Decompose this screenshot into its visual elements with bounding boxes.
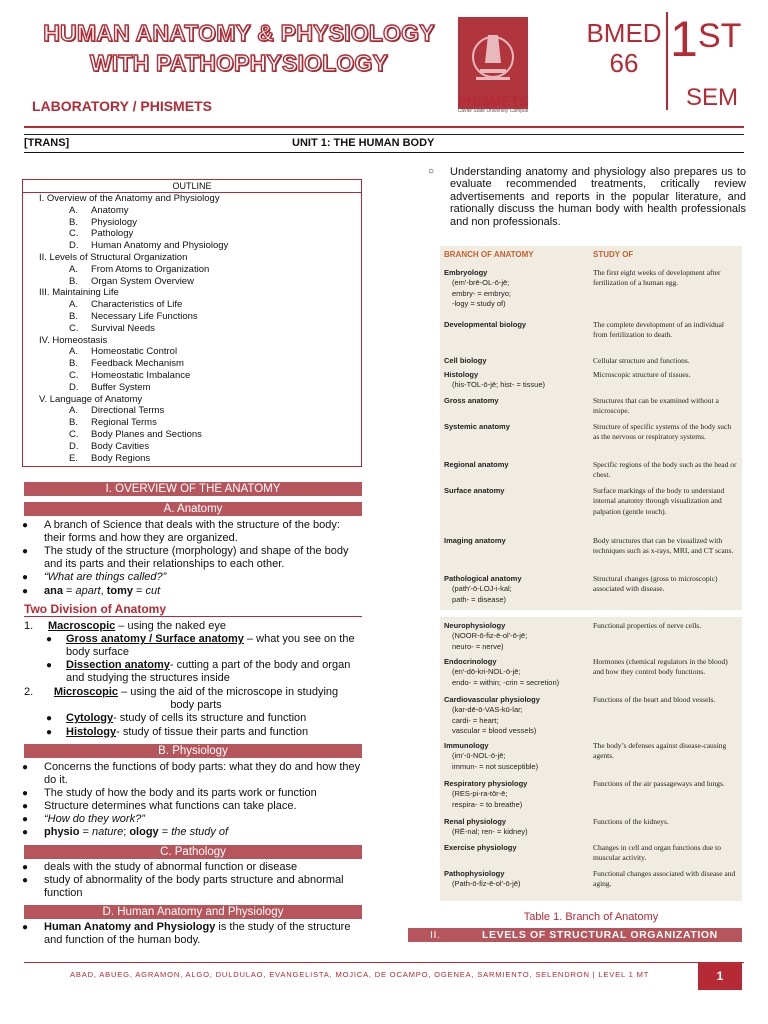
table-branch-name: Pathological anatomy <box>444 574 522 583</box>
table-study-cell: Functions of the kidneys. <box>593 817 669 826</box>
table-branch-name: Imaging anatomy <box>444 536 506 545</box>
outline-item-label: Feedback Mechanism <box>91 358 184 370</box>
outline-item <box>69 370 190 382</box>
semester-label: SEM <box>686 84 739 111</box>
outline-item-letter: B. <box>69 216 78 228</box>
document-title-line1: HUMAN ANATOMY & PHYSIOLOGY <box>43 20 435 46</box>
outline-item-letter: A. <box>69 346 78 358</box>
bullet-icon: ● <box>46 727 53 738</box>
table-branch-pronunciation: (em′-brē-OL-ō-jē; <box>452 278 510 288</box>
table-study-cell: Body structures that can be visualized with techniques such as x-rays, MRI, and CT scans. <box>593 536 734 556</box>
gross-desc: – what you see on the body surface <box>66 633 355 658</box>
outline-item-letter: C. <box>69 429 79 440</box>
table-branch-cell <box>444 574 522 605</box>
outline-item <box>69 264 209 276</box>
macroscopic-item <box>48 620 362 633</box>
cytology-item <box>66 712 362 725</box>
outline-item <box>69 276 194 288</box>
header-divider <box>666 12 668 110</box>
logo-caption: Cavite State University Campus <box>457 108 529 114</box>
hap-term: Human Anatomy and Physiology <box>44 921 216 933</box>
table-branch-name: Gross anatomy <box>444 396 499 405</box>
gross-term: Gross anatomy / Surface anatomy <box>66 633 244 645</box>
outline-item <box>69 453 150 465</box>
outline-item-label: Anatomy <box>91 204 129 216</box>
table-branch-name: Cell biology <box>444 356 487 365</box>
physiology-etymology <box>44 826 362 839</box>
table-branch-name: Respiratory physiology <box>444 779 528 788</box>
table-branch-cell <box>444 817 528 838</box>
table-branch-name: Histology <box>444 370 479 379</box>
pathology-bullet-1: deals with the study of abnormal function or disease <box>44 861 298 873</box>
table-branch-pronunciation: cardi- = heart; <box>452 715 499 725</box>
outline-item-label: Regional Terms <box>91 417 157 429</box>
table-branch-name: Systemic anatomy <box>444 422 510 431</box>
etym-meaning-nature: nature <box>92 826 124 838</box>
table-branch-cell <box>444 370 545 391</box>
table-branch-pronunciation: vascular = blood vessels) <box>452 726 537 736</box>
outline-item-label: Survival Needs <box>91 322 155 334</box>
outline-item-label: Characteristics of Life <box>91 299 183 311</box>
histology-term: Histology <box>66 726 117 738</box>
outline-item-letter: C. <box>69 322 79 334</box>
section-levels-bar <box>408 928 742 942</box>
table-branch-cell <box>444 356 487 366</box>
outline-item <box>69 228 133 240</box>
section-physiology-bar: B. Physiology <box>24 744 362 758</box>
cytology-desc: - study of cells its structure and function <box>113 712 307 724</box>
table-branch-name: Developmental biology <box>444 320 527 329</box>
outline-item-label: Necessary Life Functions <box>91 311 198 322</box>
outline-item-letter: A. <box>69 263 78 275</box>
etym-sep-2: ; <box>123 826 130 838</box>
footer-rule <box>24 962 744 963</box>
outline-item-letter: A. <box>69 405 78 417</box>
trans-label: [TRANS] <box>24 137 70 149</box>
outline-item-label: Homeostatic Control <box>91 346 178 358</box>
bullet-icon: ● <box>22 875 29 886</box>
table-branch-pronunciation: endo- = within; -crin = secretion) <box>452 677 560 687</box>
outline-item-label: Body Regions <box>91 452 151 464</box>
table-branch-pronunciation: (RĒ-nal; ren- = kidney) <box>452 827 528 837</box>
table-branch-name: Endocrinology <box>444 657 497 666</box>
bullet-icon: ● <box>22 801 29 812</box>
hap-bullet-1 <box>44 921 362 946</box>
table-branch-cell <box>444 486 504 496</box>
table-branch-pronunciation: (NOOR-ō-fiz-ē-ol′-ō-jē; <box>452 631 528 641</box>
etym-meaning-apart: apart <box>75 585 101 597</box>
microscopic-desc: – using the aid of the microscope in studying body parts <box>118 686 339 711</box>
table-study-cell: The complete development of an individual from fertilization to death. <box>593 320 725 340</box>
bullet-icon: ● <box>22 862 29 873</box>
course-number: 66 <box>609 48 639 78</box>
section-overview-bar: I. OVERVIEW OF THE ANATOMY <box>24 482 362 496</box>
bullet-icon: ● <box>22 586 29 597</box>
outline-item-letter: D. <box>69 240 79 252</box>
course-code <box>585 18 663 78</box>
physiology-bullet-1: Concerns the functions of body parts: what they do and how they do it. <box>44 761 361 786</box>
table-header-study: STUDY OF <box>593 250 634 259</box>
macroscopic-desc: – using the naked eye <box>115 620 226 632</box>
branch-table-top <box>440 246 742 610</box>
table-study-cell: Cellular structure and functions. <box>593 356 690 365</box>
table-header-branch: BRANCH OF ANATOMY <box>444 250 534 259</box>
table-branch-cell <box>444 843 517 853</box>
table-branch-cell <box>444 869 521 890</box>
outline-item <box>69 323 155 335</box>
anatomy-bullet-1: A branch of Science that deals with the structure of the body: their forms and how they are organized. <box>44 519 340 544</box>
table-branch-pronunciation: (his-TOL-ō-jē; hist- = tissue) <box>452 380 546 390</box>
table-branch-name: Exercise physiology <box>444 843 517 852</box>
physiology-bullet-2: The study of how the body and its parts work or function <box>44 787 317 799</box>
bullet-icon: ● <box>22 827 29 838</box>
table-study-cell: Structures that can be examined without a microscope. <box>593 396 719 416</box>
gross-anatomy-item <box>66 633 362 658</box>
outline-section: IV. Homeostasis <box>39 334 108 346</box>
section-levels-roman: II. <box>430 929 441 941</box>
two-division-underline <box>24 616 362 617</box>
outline-section: I. Overview of the Anatomy and Physiology <box>39 193 220 204</box>
physiology-bullet-4: “How do they work?” <box>44 813 145 825</box>
bullet-icon: ● <box>22 922 29 933</box>
bullet-icon: ● <box>46 660 53 671</box>
table-branch-pronunciation: path- = disease) <box>452 594 506 604</box>
outline-item <box>69 429 202 441</box>
table-branch-cell <box>444 460 509 470</box>
outline-item-letter: B. <box>69 358 78 370</box>
document-title-line2: WITH PATHOPHYSIOLOGY <box>89 50 389 76</box>
microscopic-item <box>48 686 344 711</box>
circle-bullet-icon: ○ <box>428 166 435 177</box>
table-branch-pronunciation: (Path-ō-fiz-ē-ol′-ō-jē) <box>452 879 521 889</box>
table-branch-name: Embryology <box>444 268 488 277</box>
table-study-cell: Changes in cell and organ functions due to muscular activity. <box>593 843 721 863</box>
bullet-icon: ● <box>46 634 53 645</box>
outline-item-label: Pathology <box>91 228 134 240</box>
outline-item-letter: B. <box>69 275 78 287</box>
outline-item-letter: B. <box>69 311 78 322</box>
outline-item-label: Organ System Overview <box>91 275 194 287</box>
num-2: 2. <box>24 686 34 698</box>
table-branch-pronunciation: immun- = not susceptible) <box>452 761 539 771</box>
dissection-item <box>66 659 362 684</box>
macroscopic-term: Macroscopic <box>48 620 116 632</box>
table-caption: Table 1. Branch of Anatomy <box>523 911 659 923</box>
outline-box <box>22 179 362 467</box>
table-branch-name: Immunology <box>444 741 489 750</box>
outline-item-letter: E. <box>69 452 78 464</box>
section-levels-title: LEVELS OF STRUCTURAL ORGANIZATION <box>482 929 718 941</box>
table-branch-pronunciation: neuro- = nerve) <box>452 641 504 651</box>
outline-section: V. Language of Anatomy <box>39 393 143 405</box>
outline-item <box>69 217 137 229</box>
etym-eq-1: = <box>62 585 76 597</box>
outline-item <box>69 382 151 394</box>
etym-eq-2: = <box>133 585 146 597</box>
outline-item-label: From Atoms to Organization <box>91 263 210 275</box>
etym-word-tomy: tomy <box>106 585 133 597</box>
bullet-icon: ● <box>22 572 29 583</box>
outline-item <box>69 311 198 323</box>
trans-bar-rule <box>24 152 744 153</box>
table-branch-pronunciation: (path′-ō-LOJ-i-kal; <box>452 584 512 594</box>
year-number: 1 <box>670 11 698 67</box>
table-branch-name: Neurophysiology <box>444 621 506 630</box>
outline-item-label: Directional Terms <box>91 405 165 417</box>
outline-item-label: Homeostatic Imbalance <box>91 370 191 381</box>
outline-item <box>69 205 129 217</box>
year-suffix: ST <box>698 17 742 55</box>
anatomy-bullet-2: The study of the structure (morphology) and shape of the body and its parts and their relationships to each other. <box>44 545 349 570</box>
table-branch-cell <box>444 536 506 546</box>
bullet-icon: ● <box>46 713 53 724</box>
table-branch-cell <box>444 621 527 652</box>
dissection-term: Dissection anatomy <box>66 659 170 671</box>
table-branch-name: Regional anatomy <box>444 460 509 469</box>
pathology-bullet-2: study of abnormality of the body parts structure and abnormal function <box>44 874 344 899</box>
outline-item-label: Buffer System <box>91 381 151 393</box>
outline-section: II. Levels of Structural Organization <box>39 252 188 263</box>
table-branch-pronunciation: (en′-dō-kri-NOL-ō-jē; <box>452 667 521 677</box>
table-branch-cell <box>444 268 511 310</box>
outline-item-letter: D. <box>69 440 79 452</box>
outline-heading: OUTLINE <box>23 180 361 193</box>
right-paragraph: Understanding anatomy and physiology also prepares us to evaluate recommended treatments, critically review advertisements and reports in the popular literature, and rationally discuss the human body with health professionals and non professionals. <box>450 166 746 228</box>
outline-item-letter: D. <box>69 381 79 393</box>
etym-eq-3: = <box>79 826 92 838</box>
table-branch-cell <box>444 695 540 737</box>
document-subtitle: LABORATORY / PHISMETS <box>32 98 212 114</box>
etym-sep: , <box>100 585 107 597</box>
table-branch-name: Renal physiology <box>444 817 507 826</box>
section-anatomy-bar: A. Anatomy <box>24 502 362 516</box>
table-study-cell: The first eight weeks of development after fertilization of a human egg. <box>593 268 721 288</box>
table-study-cell: Functions of the air passageways and lungs. <box>593 779 725 788</box>
etym-word-physio: physio <box>44 826 80 838</box>
etym-word-ana: ana <box>44 585 63 597</box>
outline-item <box>69 417 157 429</box>
table-branch-name: Cardiovascular physiology <box>444 695 540 704</box>
outline-item-letter: C. <box>69 370 79 381</box>
outline-item-letter: A. <box>69 299 78 311</box>
bullet-icon: ● <box>22 814 29 825</box>
etym-eq-4: = <box>158 826 172 838</box>
table-branch-pronunciation: respira- = to breathe) <box>452 799 523 809</box>
table-study-cell: The body’s defenses against disease-causing agents. <box>593 741 727 761</box>
anatomy-bullet-3: “What are things called?” <box>44 571 167 583</box>
histology-item <box>66 726 362 739</box>
table-study-cell: Microscopic structure of tissues. <box>593 370 691 379</box>
bullet-icon: ● <box>22 520 29 531</box>
branch-table-bottom <box>440 617 742 901</box>
outline-item-letter: A. <box>69 204 78 216</box>
logo-name: PHISMETS <box>457 93 529 109</box>
table-study-cell: Surface markings of the body to understand internal anatomy through visualization and palpation (gentle touch). <box>593 486 725 516</box>
unit-title: UNIT 1: THE HUMAN BODY <box>292 137 435 149</box>
table-branch-cell <box>444 396 499 406</box>
footer-authors: ABAD, ABUEG, AGRAMON, ALGO, DULDULAO, EVANGELISTA, MOJICA, DE OCAMPO, OGENEA, SARMIENTO, SELENDRON | LEVEL 1 MT <box>70 970 650 979</box>
hap-desc: is the study of the structure and function of the human body. <box>44 921 351 946</box>
trans-bar <box>24 134 744 153</box>
page-number: 1 <box>698 962 742 990</box>
outline-item <box>69 441 149 453</box>
etym-word-ology: ology <box>129 826 159 838</box>
course-name: BMED <box>586 18 662 48</box>
table-study-cell: Structural changes (gross to microscopic) associated with disease. <box>593 574 718 594</box>
bullet-icon: ● <box>22 788 29 799</box>
table-branch-pronunciation: -logy = study of) <box>452 299 506 309</box>
outline-item <box>69 358 184 370</box>
table-branch-cell <box>444 422 510 432</box>
table-branch-name: Pathophysiology <box>444 869 505 878</box>
table-study-cell: Specific regions of the body such as the head or chest. <box>593 460 737 480</box>
table-branch-pronunciation: embry- = embryo; <box>452 288 511 298</box>
table-branch-cell <box>444 779 527 810</box>
section-hap-bar: D. Human Anatomy and Physiology <box>24 905 362 919</box>
etym-meaning-cut: cut <box>145 585 161 597</box>
table-branch-cell <box>444 320 526 330</box>
outline-item-letter: B. <box>69 417 78 429</box>
outline-item-label: Body Planes and Sections <box>91 429 202 440</box>
bullet-icon: ● <box>22 546 29 557</box>
outline-item-letter: C. <box>69 228 79 240</box>
outline-section: III. Maintaining Life <box>39 287 119 299</box>
two-division-heading: Two Division of Anatomy <box>24 602 167 616</box>
table-study-cell: Functional changes associated with disease and aging. <box>593 869 736 889</box>
table-study-cell: Functions of the heart and blood vessels. <box>593 695 716 704</box>
outline-item-label: Body Cavities <box>91 440 150 452</box>
outline-item <box>69 346 177 358</box>
table-branch-cell <box>444 657 559 688</box>
physiology-bullet-3: Structure determines what functions can take place. <box>44 800 297 812</box>
table-branch-pronunciation: (RES-pi-ra-tōr-ē; <box>452 789 508 799</box>
etym-meaning-study: the study of <box>171 826 229 838</box>
outline-item <box>69 405 164 417</box>
table-branch-pronunciation: (im′-ū-NOL-ō-jē; <box>452 751 506 761</box>
table-study-cell: Functional properties of nerve cells. <box>593 621 702 630</box>
outline-item-label: Physiology <box>91 216 137 228</box>
bullet-icon: ● <box>22 762 29 773</box>
section-pathology-bar: C. Pathology <box>24 845 362 859</box>
anatomy-etymology <box>44 585 362 598</box>
header-rule <box>24 126 744 128</box>
cytology-term: Cytology <box>66 712 114 724</box>
table-branch-cell <box>444 741 538 772</box>
table-study-cell: Structure of specific systems of the body such as the nervous or respiratory systems. <box>593 422 732 442</box>
outline-item <box>69 299 182 311</box>
dissection-desc: - cutting a part of the body and organ and studying the structures inside <box>66 659 351 684</box>
table-branch-pronunciation: (kar-dē-ō-VAS-kū-lar; <box>452 705 523 715</box>
table-branch-name: Surface anatomy <box>444 486 505 495</box>
outline-item-label: Human Anatomy and Physiology <box>91 240 229 252</box>
num-1: 1. <box>24 620 34 632</box>
outline-item <box>69 240 228 252</box>
table-study-cell: Hormones (chemical regulators in the blood) and how they control body functions. <box>593 657 728 677</box>
histology-desc: - study of tissue their parts and function <box>116 726 309 738</box>
microscopic-term: Microscopic <box>53 686 119 698</box>
